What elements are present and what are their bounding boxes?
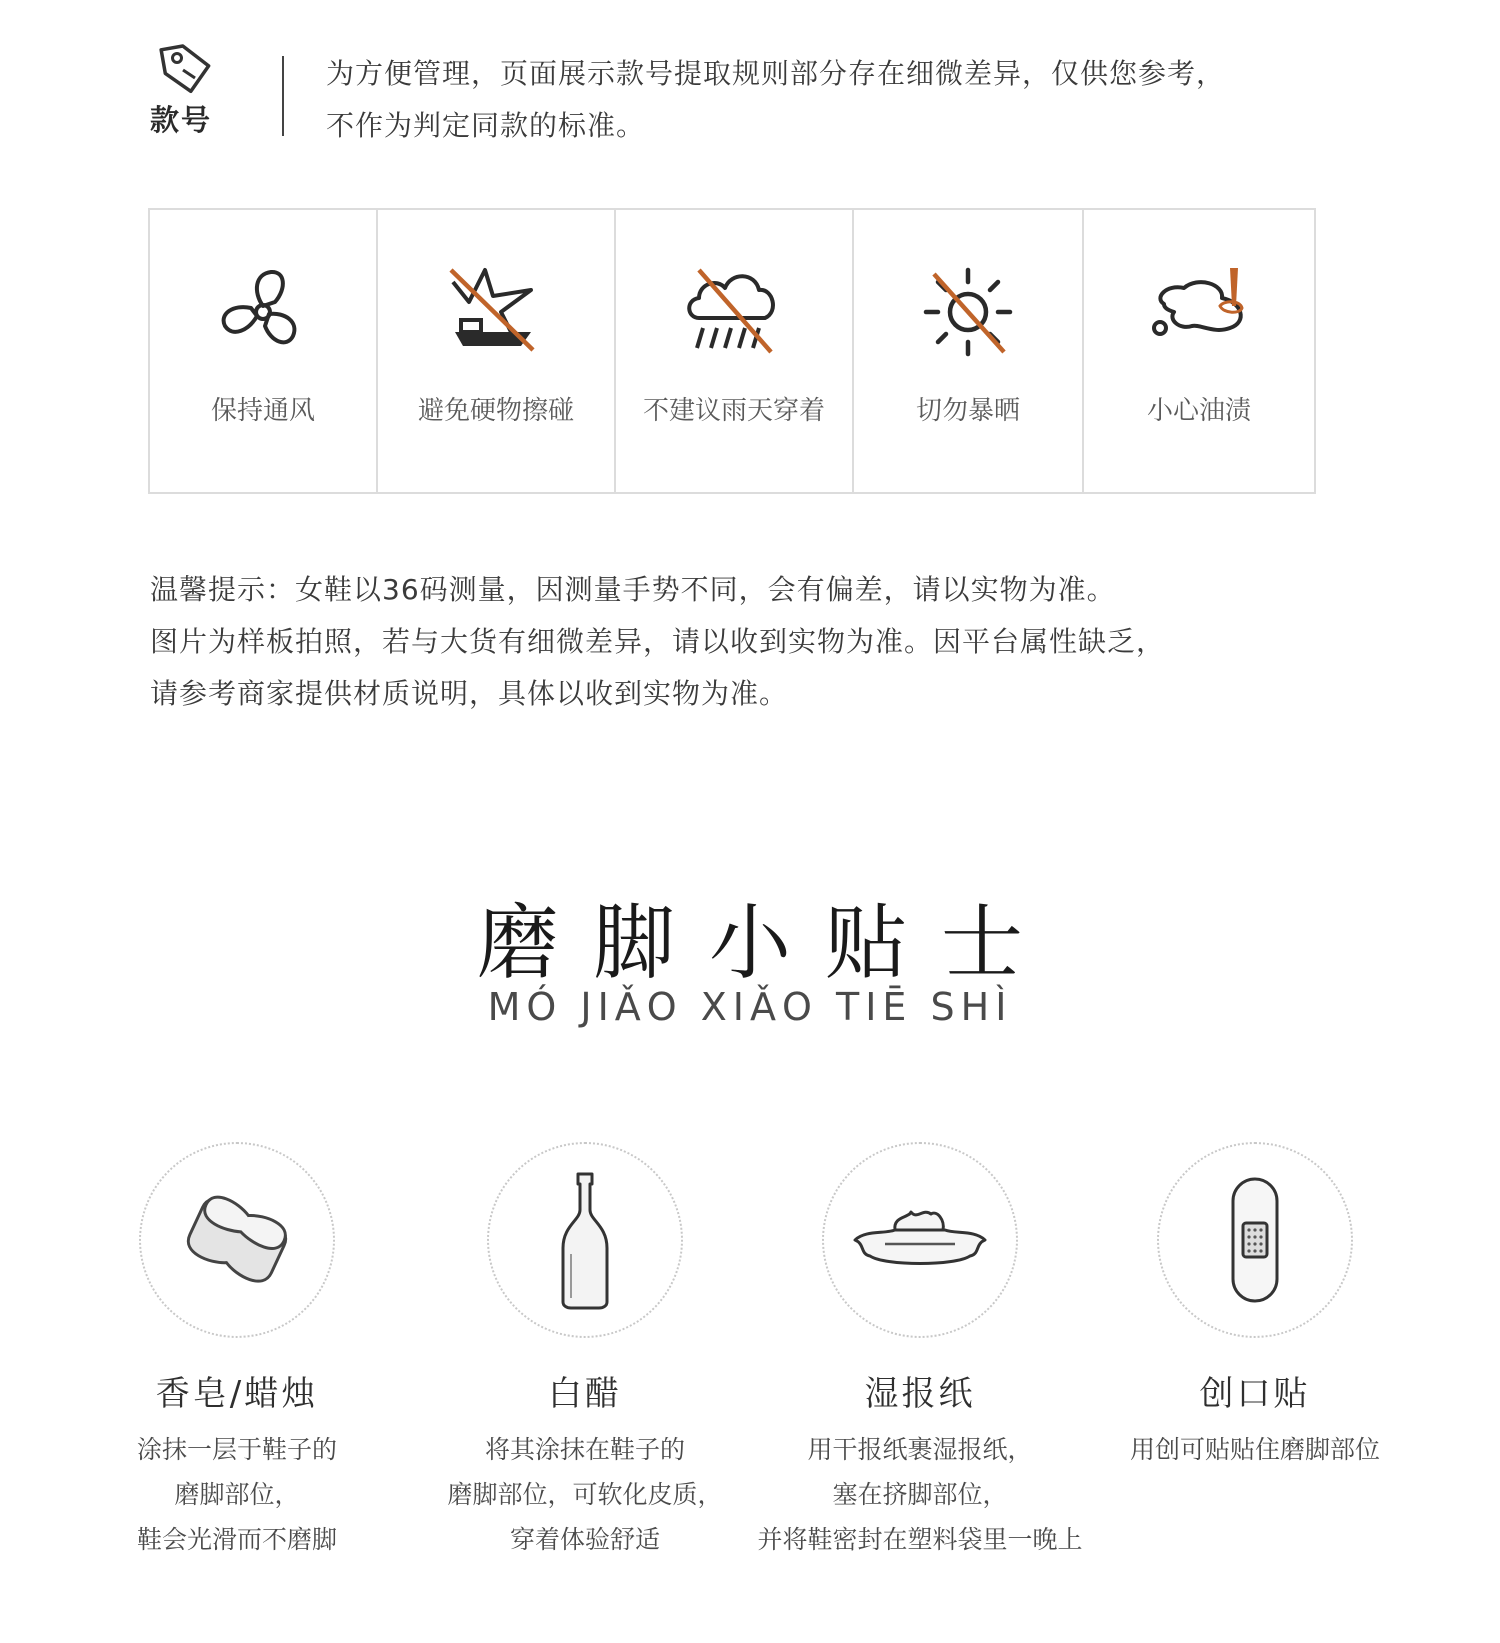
oil-stain-icon — [1144, 262, 1254, 362]
soap-icon — [172, 1185, 302, 1295]
tip-desc-line: 磨脚部位， — [174, 1480, 300, 1509]
care-item-sun — [854, 210, 1084, 492]
size-reminder — [150, 564, 1165, 720]
tip-desc-line: 用干报纸裹湿报纸， — [807, 1435, 1033, 1464]
hard-object-prohibited-icon — [441, 262, 551, 362]
tip-circle — [1157, 1142, 1353, 1338]
tip-description — [1090, 1427, 1420, 1472]
care-instructions-grid — [148, 208, 1316, 494]
tip-circle — [487, 1142, 683, 1338]
tip-wet-newspaper — [755, 1142, 1085, 1562]
care-label: 不建议雨天穿着 — [642, 396, 825, 426]
tip-desc-line: 用创可贴贴住磨脚部位 — [1129, 1435, 1380, 1464]
tip-name: 创口贴 — [1199, 1374, 1311, 1414]
tip-desc-line: 磨脚部位，可软化皮质， — [447, 1480, 723, 1509]
care-item-hard-objects — [378, 210, 616, 492]
reminder-line: 图片为样板拍照，若与大货有细微差异，请以收到实物为准。因平台属性缺乏， — [150, 625, 1166, 658]
tip-description — [755, 1427, 1085, 1562]
sun-prohibited-icon — [918, 262, 1018, 362]
rain-prohibited-icon — [679, 262, 789, 362]
bandage-icon — [1225, 1175, 1285, 1305]
tip-desc-line: 涂抹一层于鞋子的 — [136, 1435, 337, 1464]
tip-name: 香皂/蜡烛 — [155, 1374, 319, 1414]
note-line: 为方便管理，页面展示款号提取规则部分存在细微差异，仅供您参考， — [326, 57, 1226, 90]
tip-vinegar — [420, 1142, 750, 1562]
care-label: 切勿暴晒 — [915, 396, 1020, 426]
section-pinyin: MÓ JIǍO XIǍO TIĒ SHÌ — [487, 985, 1013, 1029]
style-number-note — [326, 48, 1225, 152]
tip-desc-line: 鞋会光滑而不磨脚 — [136, 1525, 337, 1554]
tip-name: 湿报纸 — [864, 1374, 976, 1414]
care-item-oil — [1084, 210, 1314, 492]
reminder-line: 温馨提示：女鞋以36码测量，因测量手势不同，会有偏差，请以实物为准。 — [150, 573, 1116, 606]
tip-bandage — [1090, 1142, 1420, 1472]
reminder-line: 请参考商家提供材质说明，具体以收到实物为准。 — [150, 677, 789, 710]
tip-circle — [139, 1142, 335, 1338]
care-item-rain — [616, 210, 854, 492]
tip-desc-line: 将其涂抹在鞋子的 — [484, 1435, 685, 1464]
bottle-icon — [555, 1170, 615, 1310]
tip-description — [420, 1427, 750, 1562]
tip-name: 白醋 — [548, 1374, 622, 1414]
care-label: 保持通风 — [210, 396, 315, 426]
tip-soap — [72, 1142, 402, 1562]
tip-circle — [822, 1142, 1018, 1338]
care-label: 避免硬物擦碰 — [417, 396, 574, 426]
tip-desc-line: 穿着体验舒适 — [509, 1525, 660, 1554]
divider — [282, 56, 284, 136]
tip-desc-line: 并将鞋密封在塑料袋里一晚上 — [757, 1525, 1083, 1554]
care-label: 小心油渍 — [1146, 396, 1251, 426]
tip-desc-line: 塞在挤脚部位， — [832, 1480, 1008, 1509]
care-item-ventilation — [150, 210, 378, 492]
style-number-label: 款号 — [150, 103, 213, 137]
note-line: 不作为判定同款的标准。 — [326, 109, 646, 142]
tip-description — [72, 1427, 402, 1562]
tissue-box-icon — [845, 1200, 995, 1280]
tag-icon — [155, 40, 215, 100]
fan-icon — [213, 262, 313, 362]
section-title: 磨脚小贴士 — [476, 896, 1057, 991]
